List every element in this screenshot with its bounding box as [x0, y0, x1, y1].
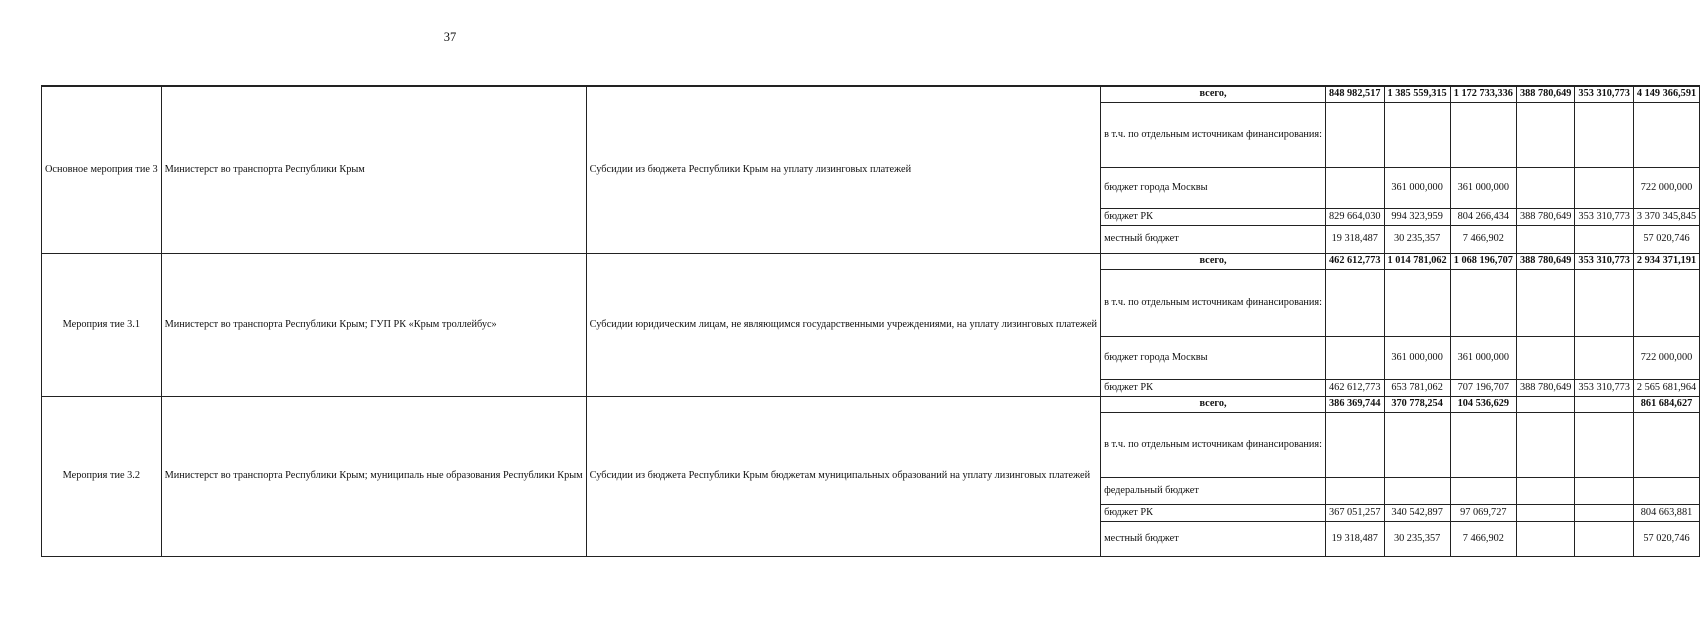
value-cell	[1575, 168, 1633, 209]
value-cell	[1384, 478, 1450, 505]
value-cell: 462 612,773	[1326, 254, 1384, 270]
source-total-label: всего,	[1101, 86, 1326, 103]
value-cell: 361 000,000	[1450, 168, 1516, 209]
value-cell: 361 000,000	[1384, 337, 1450, 380]
value-cell	[1575, 337, 1633, 380]
table-row	[42, 254, 1700, 270]
value-cell: 1 014 781,062	[1384, 254, 1450, 270]
value-cell: 361 000,000	[1450, 337, 1516, 380]
value-cell: 388 780,649	[1516, 86, 1574, 103]
value-cell: 3 370 345,845	[1633, 209, 1699, 226]
value-cell	[1516, 168, 1574, 209]
value-cell: 707 196,707	[1450, 380, 1516, 397]
executor-cell: Министерст во транспорта Республики Крым; ГУП РК «Крым троллейбус»	[161, 254, 586, 397]
value-cell: 57 020,746	[1633, 226, 1699, 254]
event-name-cell: Основное мероприя тие 3	[42, 86, 162, 254]
description-cell: Субсидии из бюджета Республики Крым на уплату лизинговых платежей	[586, 86, 1100, 254]
table-row	[42, 397, 1700, 413]
value-cell: 57 020,746	[1633, 522, 1699, 557]
value-cell	[1516, 337, 1574, 380]
value-cell: 848 982,517	[1326, 86, 1384, 103]
value-cell: 30 235,357	[1384, 226, 1450, 254]
value-cell: 994 323,959	[1384, 209, 1450, 226]
page-number: 37	[443, 30, 457, 44]
value-cell: 1 385 559,315	[1384, 86, 1450, 103]
value-cell: 361 000,000	[1384, 168, 1450, 209]
value-cell: 353 310,773	[1575, 254, 1633, 270]
value-cell	[1516, 226, 1574, 254]
source-federal-label: федеральный бюджет	[1101, 478, 1326, 505]
value-cell: 388 780,649	[1516, 380, 1574, 397]
event-name-cell: Мероприя тие 3.1	[42, 254, 162, 397]
source-moscow-label: бюджет города Москвы	[1101, 337, 1326, 380]
value-cell	[1516, 397, 1574, 413]
description-cell: Субсидии из бюджета Республики Крым бюджетам муниципальных образований на уплату лизинговых платежей	[586, 397, 1100, 557]
value-cell: 722 000,000	[1633, 337, 1699, 380]
source-local-label: местный бюджет	[1101, 226, 1326, 254]
value-cell: 7 466,902	[1450, 226, 1516, 254]
value-cell	[1575, 505, 1633, 522]
value-cell: 340 542,897	[1384, 505, 1450, 522]
table-row	[42, 86, 1700, 103]
value-cell	[1516, 505, 1574, 522]
source-rk-label: бюджет РК	[1101, 209, 1326, 226]
source-rk-label: бюджет РК	[1101, 380, 1326, 397]
value-cell: 30 235,357	[1384, 522, 1450, 557]
value-cell: 19 318,487	[1326, 226, 1384, 254]
value-cell: 1 068 196,707	[1450, 254, 1516, 270]
source-including-label: в т.ч. по отдельным источникам финансирования:	[1101, 270, 1326, 337]
value-cell	[1575, 522, 1633, 557]
value-cell	[1450, 478, 1516, 505]
value-cell: 861 684,627	[1633, 397, 1699, 413]
description-cell: Субсидии юридическим лицам, не являющимся государственными учреждениями, на уплату лизинговых платежей	[586, 254, 1100, 397]
value-cell: 388 780,649	[1516, 254, 1574, 270]
value-cell	[1575, 226, 1633, 254]
financing-table	[41, 85, 1700, 557]
value-cell: 97 069,727	[1450, 505, 1516, 522]
value-cell: 4 149 366,591	[1633, 86, 1699, 103]
value-cell: 386 369,744	[1326, 397, 1384, 413]
source-including-label: в т.ч. по отдельным источникам финансирования:	[1101, 413, 1326, 478]
source-including-label: в т.ч. по отдельным источникам финансирования:	[1101, 103, 1326, 168]
value-cell: 2 565 681,964	[1633, 380, 1699, 397]
value-cell: 370 778,254	[1384, 397, 1450, 413]
value-cell: 7 466,902	[1450, 522, 1516, 557]
value-cell: 388 780,649	[1516, 209, 1574, 226]
value-cell: 1 172 733,336	[1450, 86, 1516, 103]
value-cell: 804 663,881	[1633, 505, 1699, 522]
value-cell	[1326, 478, 1384, 505]
value-cell	[1575, 478, 1633, 505]
value-cell	[1326, 337, 1384, 380]
value-cell: 2 934 371,191	[1633, 254, 1699, 270]
value-cell	[1326, 168, 1384, 209]
executor-cell: Министерст во транспорта Республики Крым; муниципаль ные образования Республики Крым	[161, 397, 586, 557]
source-rk-label: бюджет РК	[1101, 505, 1326, 522]
value-cell: 19 318,487	[1326, 522, 1384, 557]
executor-cell: Министерст во транспорта Республики Крым	[161, 86, 586, 254]
source-total-label: всего,	[1101, 254, 1326, 270]
value-cell: 104 536,629	[1450, 397, 1516, 413]
value-cell	[1633, 478, 1699, 505]
event-name-cell: Мероприя тие 3.2	[42, 397, 162, 557]
value-cell: 353 310,773	[1575, 86, 1633, 103]
value-cell	[1516, 522, 1574, 557]
value-cell: 804 266,434	[1450, 209, 1516, 226]
value-cell: 353 310,773	[1575, 209, 1633, 226]
value-cell: 462 612,773	[1326, 380, 1384, 397]
value-cell: 353 310,773	[1575, 380, 1633, 397]
value-cell	[1516, 478, 1574, 505]
source-local-label: местный бюджет	[1101, 522, 1326, 557]
value-cell: 722 000,000	[1633, 168, 1699, 209]
source-total-label: всего,	[1101, 397, 1326, 413]
value-cell: 367 051,257	[1326, 505, 1384, 522]
value-cell: 653 781,062	[1384, 380, 1450, 397]
value-cell	[1575, 397, 1633, 413]
source-moscow-label: бюджет города Москвы	[1101, 168, 1326, 209]
value-cell: 829 664,030	[1326, 209, 1384, 226]
